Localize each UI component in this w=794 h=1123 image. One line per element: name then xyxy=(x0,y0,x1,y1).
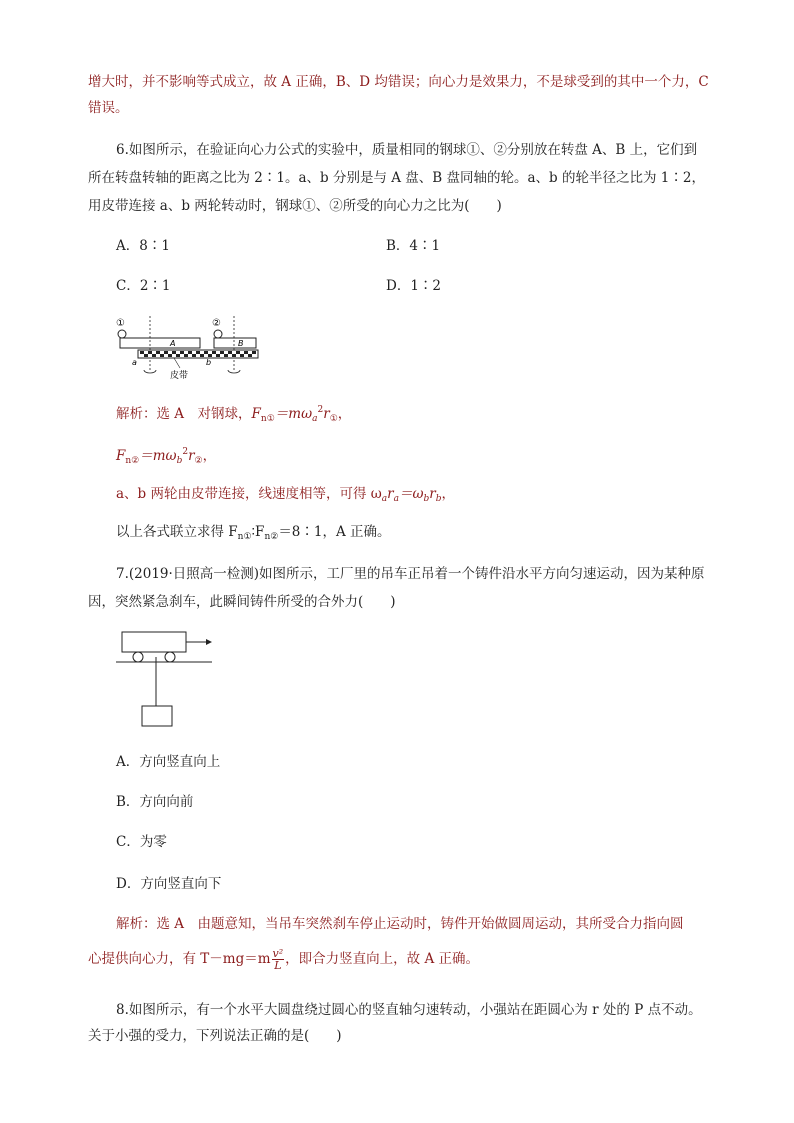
rotation-arrow-b xyxy=(228,370,240,373)
belt-label: 皮带 xyxy=(170,371,189,381)
q6-option-b: B．4∶1 xyxy=(386,238,441,254)
q7-stem-line1: 7.(2019·日照高一检测)如图所示，工厂里的吊车正吊着一个铸件沿水平方向匀速运动，因为某种原 xyxy=(116,566,705,582)
wheel-left xyxy=(133,652,143,662)
q6-analysis-line3: a、b 两轮由皮带连接，线速度相等，可得 $\omega_ar_a=\omega_br_b$， xyxy=(116,486,456,504)
q7-option-d: D．方向竖直向下 xyxy=(116,876,222,892)
prev-explanation-line1: 增大时，并不影响等式成立，故 A 正确，B、D 均错误；向心力是效果力，不是球受到的其中一个力，C xyxy=(88,74,709,90)
ball1 xyxy=(118,330,126,338)
disk-a-label: A xyxy=(170,339,176,348)
q7-crane-figure xyxy=(116,628,216,732)
ball2 xyxy=(214,330,222,338)
q8-stem-line1: 8.如图所示，有一个水平大圆盘绕过圆心的竖直轴匀速转动，小强站在距圆心为 r 处的 P 点不动。 xyxy=(116,1002,702,1018)
q6-option-d: D．1∶2 xyxy=(386,278,442,294)
ball2-label: ② xyxy=(212,318,221,329)
q6-stem-line2: 所在转盘转轴的距离之比为 2∶1。a、b 分别是与 A 盘、B 盘同轴的轮。a、b 的轮半径之比为 1∶2， xyxy=(88,170,705,186)
arrow-head-icon xyxy=(206,639,212,645)
rotation-arrow-a xyxy=(144,370,156,373)
q6-analysis-line1: 解析：选 A 对钢球，$F_{n①}=m\omega_a^2r_①$， xyxy=(116,405,352,424)
disk-a xyxy=(120,338,200,348)
q6-option-a: A．8∶1 xyxy=(116,238,170,254)
crane-trolley xyxy=(122,632,186,652)
q6-turntable-figure xyxy=(110,312,270,384)
prev-explanation-line2: 错误。 xyxy=(88,100,129,116)
disk-b-label: B xyxy=(238,339,244,348)
q7-option-c: C．为零 xyxy=(116,834,167,850)
ball1-label: ① xyxy=(116,318,125,329)
wheel-b-label: b xyxy=(206,358,212,367)
wheel-right xyxy=(165,652,175,662)
casting-block xyxy=(142,706,172,726)
q7-analysis-line2: 心提供向心力，有 T－mg＝m $\frac{\text{v²}}{L}$ ，即合力竖直向上，故 A 正确。 xyxy=(88,947,480,972)
disk-b xyxy=(214,338,256,348)
q6-option-c: C．2∶1 xyxy=(116,278,171,294)
q7-stem-line2: 因，突然紧急刹车，此瞬间铸件所受的合外力( ) xyxy=(88,594,396,610)
q7-option-a: A．方向竖直向上 xyxy=(116,754,221,770)
q6-stem-line1: 6.如图所示，在验证向心力公式的实验中，质量相同的钢球①、②分别放在转盘 A、B 上，它们到 xyxy=(116,142,698,158)
q8-stem-line2: 关于小强的受力，下列说法正确的是( ) xyxy=(88,1028,342,1044)
q6-analysis-line4: 以上各式联立求得 $F_{n①}∶F_{n②}=8∶1$，A 正确。 xyxy=(116,524,391,542)
q6-stem-line3: 用皮带连接 a、b 两轮转动时，钢球①、②所受的向心力之比为( ) xyxy=(88,198,502,214)
q6-analysis-line2: $F_{n②}=m\omega_b^2r_②$， xyxy=(116,447,217,466)
wheel-a-label: a xyxy=(132,358,137,367)
q7-option-b: B．方向向前 xyxy=(116,794,194,810)
q7-analysis-line1: 解析：选 A 由题意知，当吊车突然刹车停止运动时，铸件开始做圆周运动，其所受合力指向圆 xyxy=(116,916,684,932)
